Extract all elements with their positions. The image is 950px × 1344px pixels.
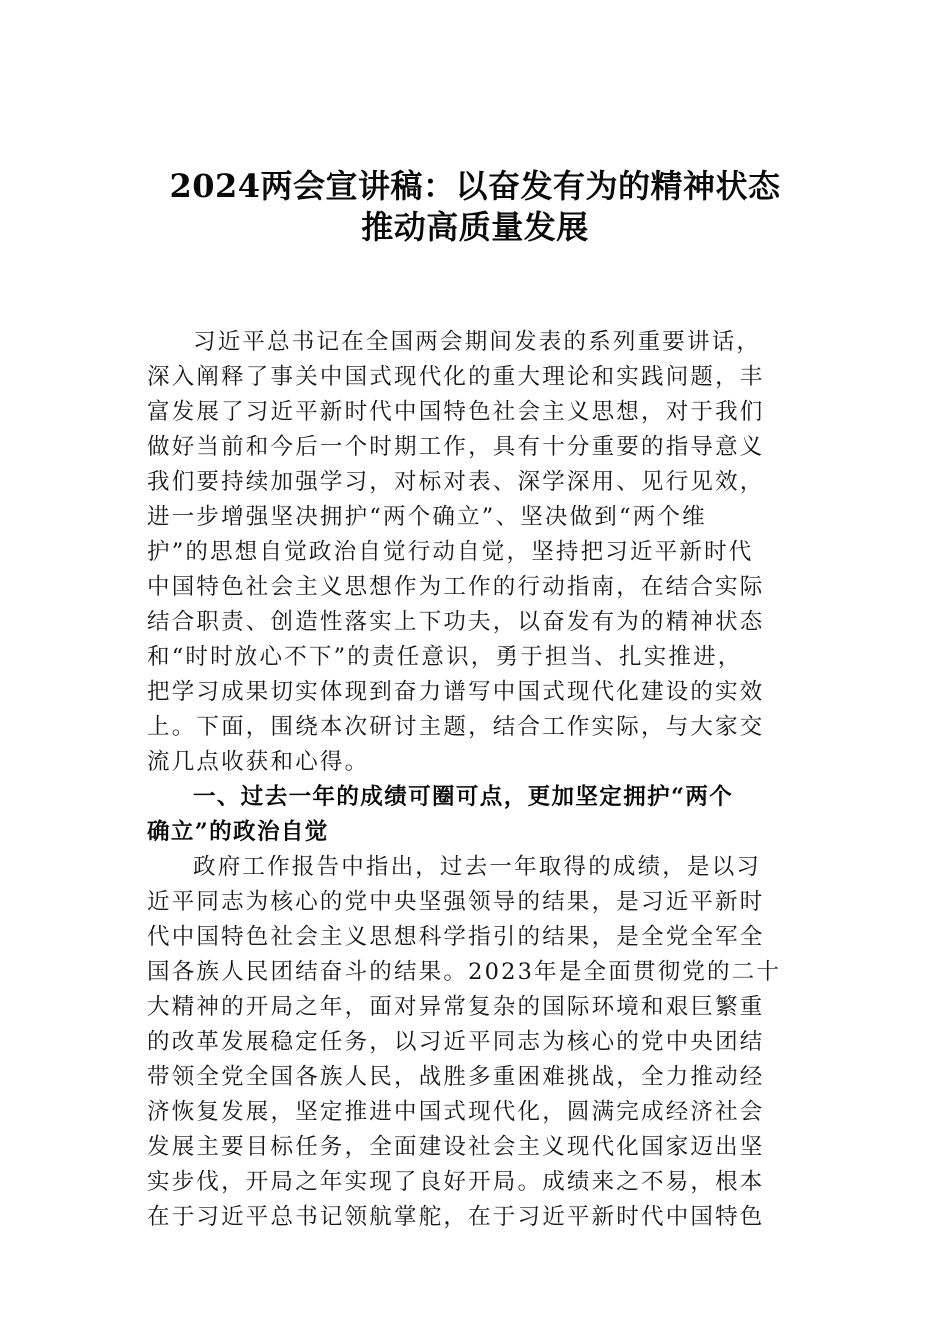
paragraph-line: 把学习成果切实体现到奋力谱写中国式现代化建设的实效 bbox=[147, 679, 765, 705]
paragraph-line: 代中国特色社会主义思想科学指引的结果，是全党全军全 bbox=[147, 924, 765, 950]
paragraph-line: 带领全党全国各族人民，战胜多重困难挑战，全力推动经 bbox=[147, 1064, 765, 1090]
section-heading-line: 一、过去一年的成绩可圈可点，更加坚定拥护“两个 bbox=[193, 784, 734, 810]
paragraph-line: 政府工作报告中指出，过去一年取得的成绩，是以习 bbox=[193, 854, 762, 880]
paragraph-line: 流几点收获和心得。 bbox=[147, 749, 370, 775]
paragraph-line: 大精神的开局之年，面对异常复杂的国际环境和艰巨繁重 bbox=[147, 994, 765, 1020]
paragraph-line: 习近平总书记在全国两会期间发表的系列重要讲话， bbox=[193, 329, 762, 355]
paragraph-line: 结合职责、创造性落实上下功夫，以奋发有为的精神状态 bbox=[147, 609, 765, 635]
paragraph-line: 和“时时放心不下”的责任意识，勇于担当、扎实推进， bbox=[147, 644, 743, 670]
paragraph-line: 中国特色社会主义思想作为工作的行动指南，在结合实际 bbox=[147, 574, 765, 600]
paragraph-line: 国各族人民团结奋斗的结果。2023年是全面贯彻党的二十 bbox=[147, 959, 782, 985]
paragraph-line: 富发展了习近平新时代中国特色社会主义思想，对于我们 bbox=[147, 399, 765, 425]
paragraph-line: 我们要持续加强学习，对标对表、深学深用、见行见效， bbox=[147, 469, 765, 495]
section-heading-line: 确立”的政治自觉 bbox=[147, 819, 329, 845]
document-title-line-1: 2024两会宣讲稿：以奋发有为的精神状态 bbox=[169, 167, 781, 205]
paragraph-line: 济恢复发展，坚定推进中国式现代化，圆满完成经济社会 bbox=[147, 1099, 765, 1125]
paragraph-line: 的改革发展稳定任务，以习近平同志为核心的党中央团结 bbox=[147, 1029, 765, 1055]
paragraph-line: 近平同志为核心的党中央坚强领导的结果，是习近平新时 bbox=[147, 889, 765, 915]
paragraph-line: 发展主要目标任务，全面建设社会主义现代化国家迈出坚 bbox=[147, 1134, 765, 1160]
paragraph-line: 实步伐，开局之年实现了良好开局。成绩来之不易，根本 bbox=[147, 1169, 765, 1195]
paragraph-line: 护”的思想自觉政治自觉行动自觉，坚持把习近平新时代 bbox=[147, 539, 754, 565]
paragraph-line: 做好当前和今后一个时期工作，具有十分重要的指导意义 bbox=[147, 434, 765, 460]
document-title-line-2: 推动高质量发展 bbox=[361, 208, 589, 246]
paragraph-line: 在于习近平总书记领航掌舵，在于习近平新时代中国特色 bbox=[147, 1204, 765, 1230]
paragraph-line: 上。下面，围绕本次研讨主题，结合工作实际，与大家交 bbox=[147, 714, 765, 740]
paragraph-line: 进一步增强坚决拥护“两个确立”、坚决做到“两个维 bbox=[147, 504, 707, 530]
paragraph-line: 深入阐释了事关中国式现代化的重大理论和实践问题，丰 bbox=[147, 364, 765, 390]
